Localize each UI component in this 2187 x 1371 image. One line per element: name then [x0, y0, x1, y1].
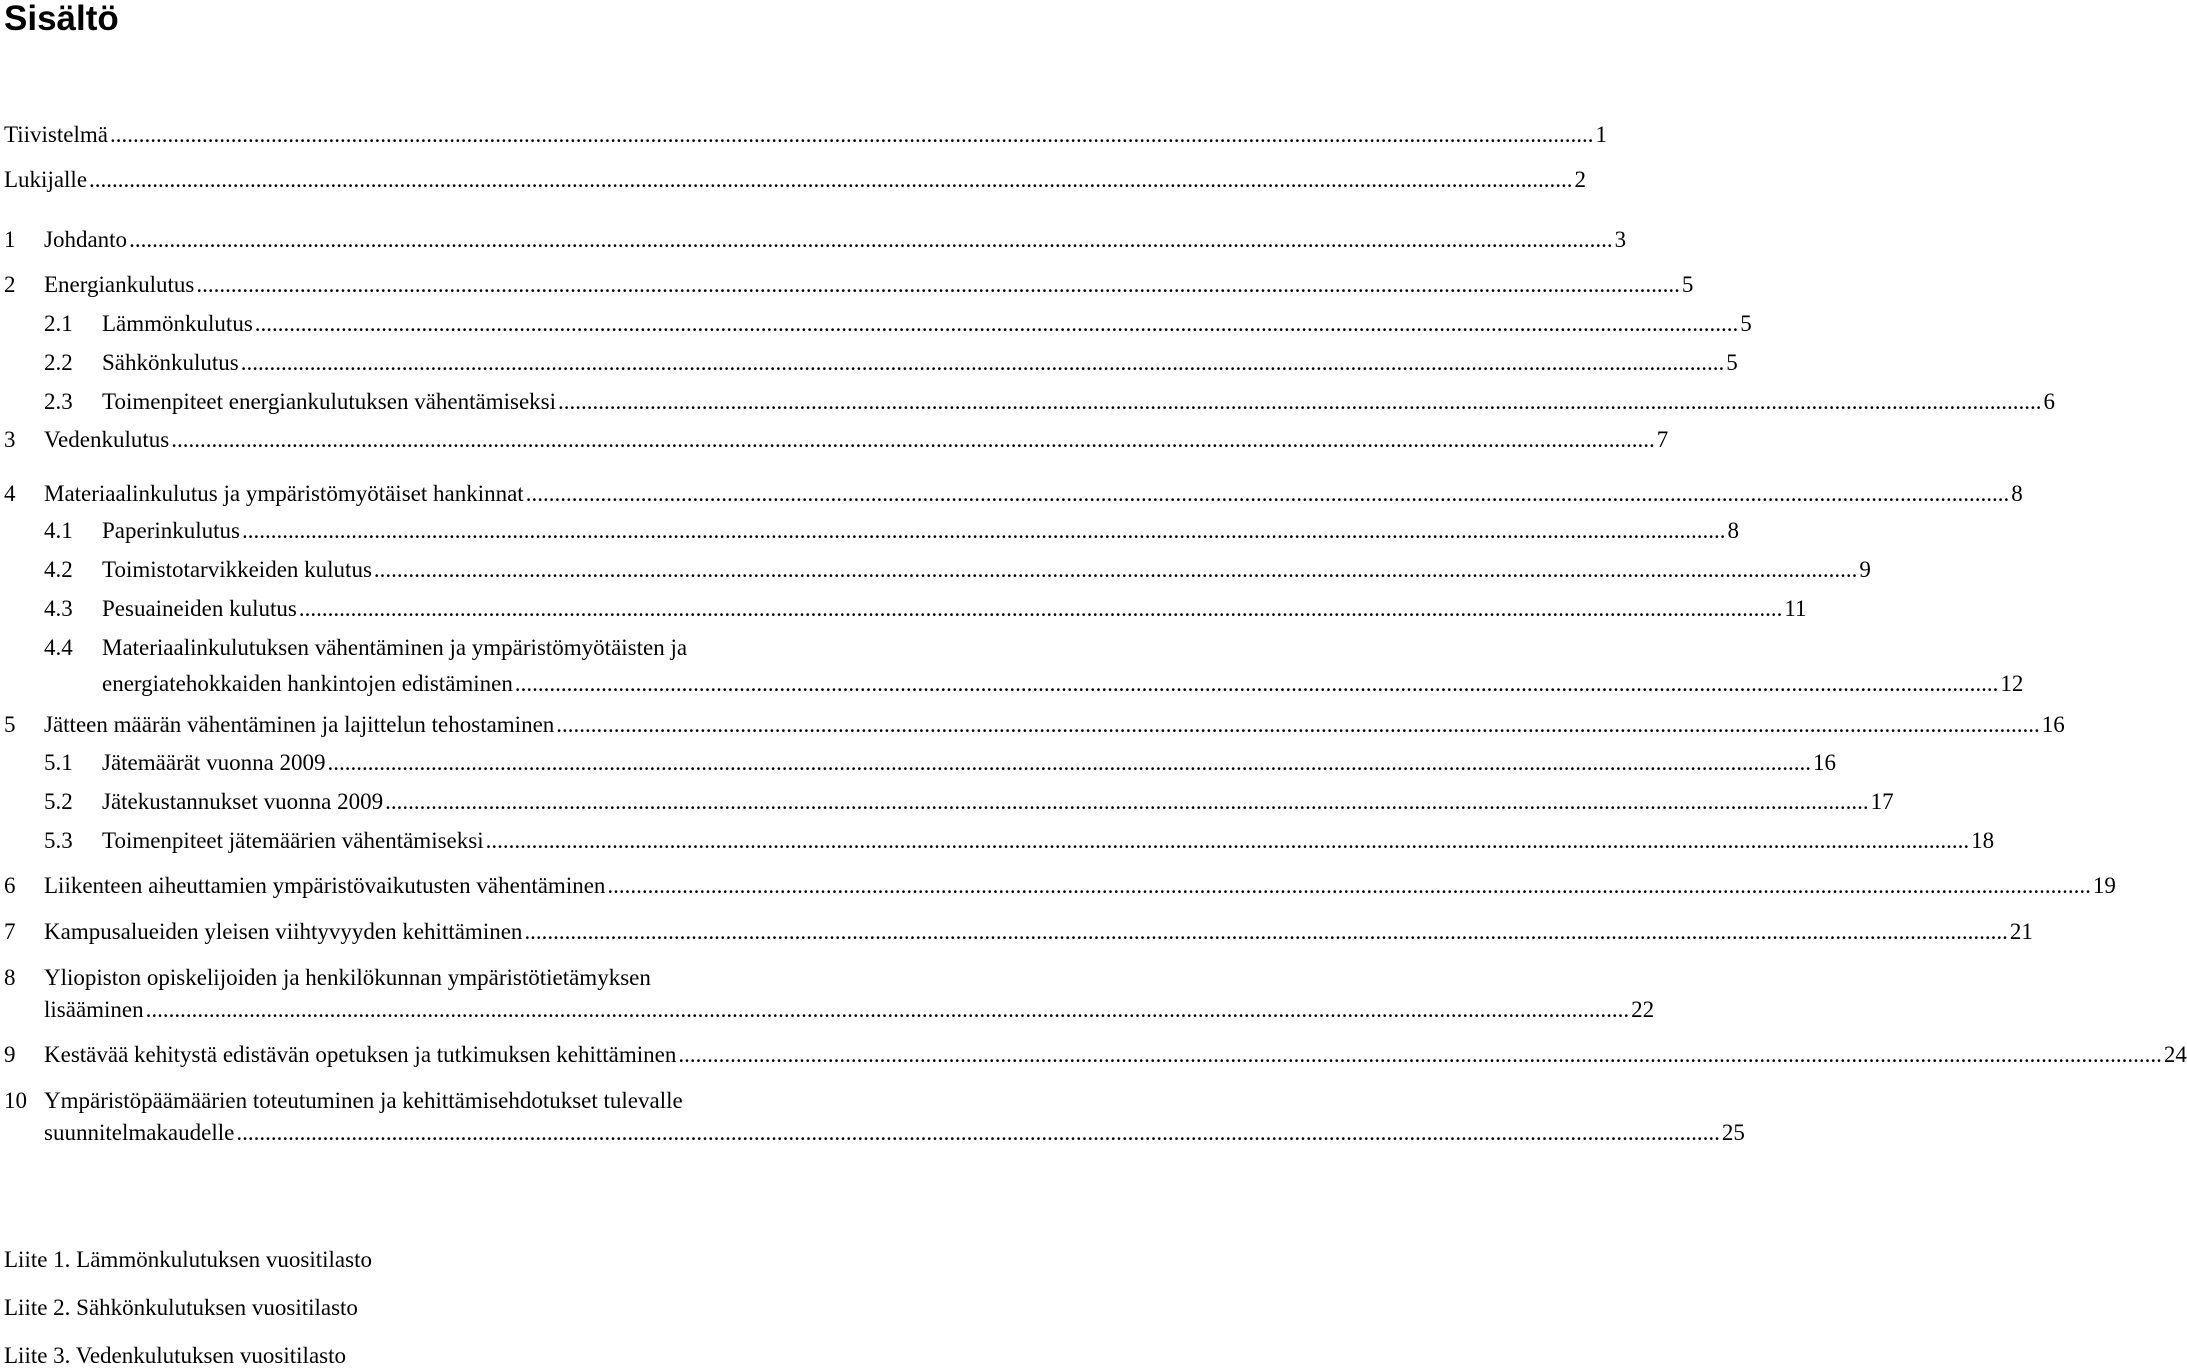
toc-section-number: 4 [4, 481, 16, 506]
toc-section-number: 5.1 [44, 750, 73, 775]
toc-entry-text: Pesuaineiden kulutus [102, 596, 297, 621]
toc-page-number: 8 [2011, 481, 2023, 506]
dot-leader: .................................................................................................................................................................................................................................................................. [254, 311, 1739, 336]
toc-page-number: 6 [2043, 389, 2056, 414]
toc-page-number: 7 [1656, 427, 1669, 452]
toc-entry-text: Kestävää kehitystä edistävän opetuksen ja tutkimuksen kehittäminen [44, 1042, 677, 1067]
toc-entry-5-1[interactable] [0, 748, 1837, 778]
toc-entry-text: Vedenkulutus [44, 427, 170, 452]
toc-page-number: 24 [2163, 1042, 2187, 1067]
dot-leader: .................................................................................................................................................................................................................................................................. [525, 481, 2010, 506]
appendix-item-3[interactable]: Liite 3. Vedenkulutuksen vuositilasto [4, 1343, 346, 1368]
toc-section-number: 2.2 [44, 350, 73, 375]
toc-entry-text: Lukijalle [4, 167, 88, 192]
dot-leader: .................................................................................................................................................................................................................................................................. [524, 919, 2008, 944]
toc-entry-text: Tiivistelmä [4, 122, 108, 147]
toc-entry-3[interactable] [0, 425, 1669, 455]
toc-section-number: 5.3 [44, 828, 73, 853]
dot-leader: .................................................................................................................................................................................................................................................................. [196, 272, 1680, 297]
toc-entry-text: Lämmönkulutus [102, 311, 253, 336]
toc-entry-text: Energiankulutus [44, 272, 195, 297]
toc-entry-text-continued: suunnitelmakaudelle [44, 1120, 235, 1145]
toc-entry-1[interactable] [0, 225, 1627, 255]
toc-entry-7[interactable] [0, 917, 2033, 947]
toc-entry-6[interactable] [0, 871, 2116, 901]
dot-leader: .................................................................................................................................................................................................................................................................. [171, 427, 1655, 452]
toc-section-number: 1 [4, 227, 16, 252]
dot-leader: .................................................................................................................................................................................................................................................................. [514, 671, 1999, 696]
toc-page-number: 1 [1595, 122, 1607, 147]
toc-entry-2[interactable] [0, 270, 1694, 300]
toc-page-number: 8 [1727, 518, 1739, 543]
toc-page-number: 17 [1870, 789, 1894, 814]
toc-entry-text: Paperinkulutus [102, 518, 240, 543]
toc-section-number: 4.3 [44, 596, 73, 621]
toc-section-number: 2.1 [44, 311, 73, 336]
toc-page-number: 9 [1859, 557, 1871, 582]
toc-entry-4-3[interactable] [0, 594, 1807, 624]
toc-page-number: 2 [1574, 167, 1587, 192]
dot-leader: .................................................................................................................................................................................................................................................................. [240, 350, 1725, 375]
toc-section-number: 6 [4, 873, 16, 898]
toc-entry-10[interactable] [0, 1086, 1745, 1156]
toc-entry-text: Jätekustannukset vuonna 2009 [102, 789, 384, 814]
dot-leader: .................................................................................................................................................................................................................................................................. [298, 596, 1783, 621]
toc-page-number: 16 [1813, 750, 1837, 775]
toc-entry-text: Kampusalueiden yleisen viihtyvyyden kehittäminen [44, 919, 523, 944]
dot-leader: .................................................................................................................................................................................................................................................................. [129, 227, 1613, 252]
toc-section-number: 10 [4, 1088, 27, 1113]
dot-leader: .................................................................................................................................................................................................................................................................. [236, 1120, 1720, 1145]
toc-entry-2-1[interactable] [0, 309, 1752, 339]
toc-entry-4-4[interactable] [0, 633, 2024, 703]
toc-page-number: 12 [2000, 671, 2024, 696]
toc-entry-text: Toimenpiteet jätemäärien vähentämiseksi [102, 828, 484, 853]
toc-section-number: 5 [4, 712, 16, 737]
toc-entry-text-continued: energiatehokkaiden hankintojen edistäminen [102, 671, 513, 696]
toc-section-number: 4.2 [44, 557, 73, 582]
dot-leader: .................................................................................................................................................................................................................................................................. [607, 873, 2091, 898]
toc-entry-lukijalle[interactable] [0, 165, 1587, 195]
dot-leader: .................................................................................................................................................................................................................................................................. [385, 789, 1869, 814]
toc-section-number: 2.3 [44, 389, 73, 414]
toc-entry-text: Sähkönkulutus [102, 350, 239, 375]
toc-entry-text: Yliopiston opiskelijoiden ja henkilökunnan ympäristötietämyksen [44, 965, 651, 990]
toc-section-number: 4.4 [44, 635, 73, 660]
toc-entry-tiivistelma[interactable] [0, 120, 1607, 150]
toc-entry-text: Johdanto [44, 227, 128, 252]
toc-section-number: 7 [4, 919, 16, 944]
dot-leader: .................................................................................................................................................................................................................................................................. [373, 557, 1858, 582]
toc-page-number: 3 [1614, 227, 1627, 252]
dot-leader: .................................................................................................................................................................................................................................................................. [556, 712, 2040, 737]
toc-page-number: 5 [1740, 311, 1752, 336]
toc-entry-text: Toimenpiteet energiankulutuksen vähentämiseksi [102, 389, 557, 414]
appendix-item-2[interactable]: Liite 2. Sähkönkulutuksen vuositilasto [4, 1295, 358, 1320]
dot-leader: .................................................................................................................................................................................................................................................................. [678, 1042, 2162, 1067]
dot-leader: .................................................................................................................................................................................................................................................................. [242, 518, 1726, 543]
dot-leader: .................................................................................................................................................................................................................................................................. [327, 750, 1812, 775]
toc-entry-text: Materiaalinkulutuksen vähentäminen ja ympäristömyötäisten ja [102, 635, 688, 660]
toc-section-number: 5.2 [44, 789, 73, 814]
toc-page-number: 25 [1721, 1120, 1745, 1145]
toc-entry-9[interactable] [0, 1040, 2187, 1070]
appendix-item-1[interactable]: Liite 1. Lämmönkulutuksen vuositilasto [4, 1247, 372, 1272]
toc-page-number: 5 [1726, 350, 1738, 375]
dot-leader: .................................................................................................................................................................................................................................................................. [109, 122, 1594, 147]
toc-entry-text: Toimistotarvikkeiden kulutus [102, 557, 372, 582]
toc-entry-2-3[interactable] [0, 387, 2056, 417]
toc-entry-5-2[interactable] [0, 787, 1894, 817]
toc-page-number: 19 [2092, 873, 2116, 898]
toc-entry-text: Materiaalinkulutus ja ympäristömyötäiset hankinnat [44, 481, 524, 506]
dot-leader: .................................................................................................................................................................................................................................................................. [485, 828, 1970, 853]
toc-entry-text-continued: lisääminen [44, 997, 144, 1022]
toc-entry-4-1[interactable] [0, 516, 1739, 546]
toc-section-number: 3 [4, 427, 16, 452]
dot-leader: .................................................................................................................................................................................................................................................................. [145, 997, 1630, 1022]
toc-entry-text: Liikenteen aiheuttamien ympäristövaikutusten vähentäminen [44, 873, 606, 898]
dot-leader: .................................................................................................................................................................................................................................................................. [89, 167, 1573, 192]
toc-page-number: 5 [1681, 272, 1694, 297]
toc-entry-5-3[interactable] [0, 826, 1995, 856]
toc-entry-text: Ympäristöpäämäärien toteutuminen ja kehittämisehdotukset tulevalle [44, 1088, 683, 1113]
toc-entry-4-2[interactable] [0, 555, 1871, 585]
toc-page-number: 22 [1631, 997, 1655, 1022]
toc-section-number: 9 [4, 1042, 16, 1067]
dot-leader: .................................................................................................................................................................................................................................................................. [558, 389, 2042, 414]
toc-page-number: 21 [2009, 919, 2033, 944]
toc-entry-5[interactable] [0, 710, 2065, 740]
toc-entry-text: Jätemäärät vuonna 2009 [102, 750, 326, 775]
toc-entry-4[interactable] [0, 479, 2023, 509]
toc-section-number: 4.1 [44, 518, 73, 543]
toc-entry-8[interactable] [0, 963, 1655, 1033]
toc-page-number: 11 [1784, 596, 1807, 621]
toc-entry-text: Jätteen määrän vähentäminen ja lajittelun tehostaminen [44, 712, 555, 737]
toc-section-number: 8 [4, 965, 16, 990]
toc-entry-2-2[interactable] [0, 348, 1738, 378]
toc-page-number: 16 [2041, 712, 2065, 737]
page-title: Sisältö [4, 0, 119, 38]
toc-section-number: 2 [4, 272, 16, 297]
toc-page-number: 18 [1971, 828, 1995, 853]
